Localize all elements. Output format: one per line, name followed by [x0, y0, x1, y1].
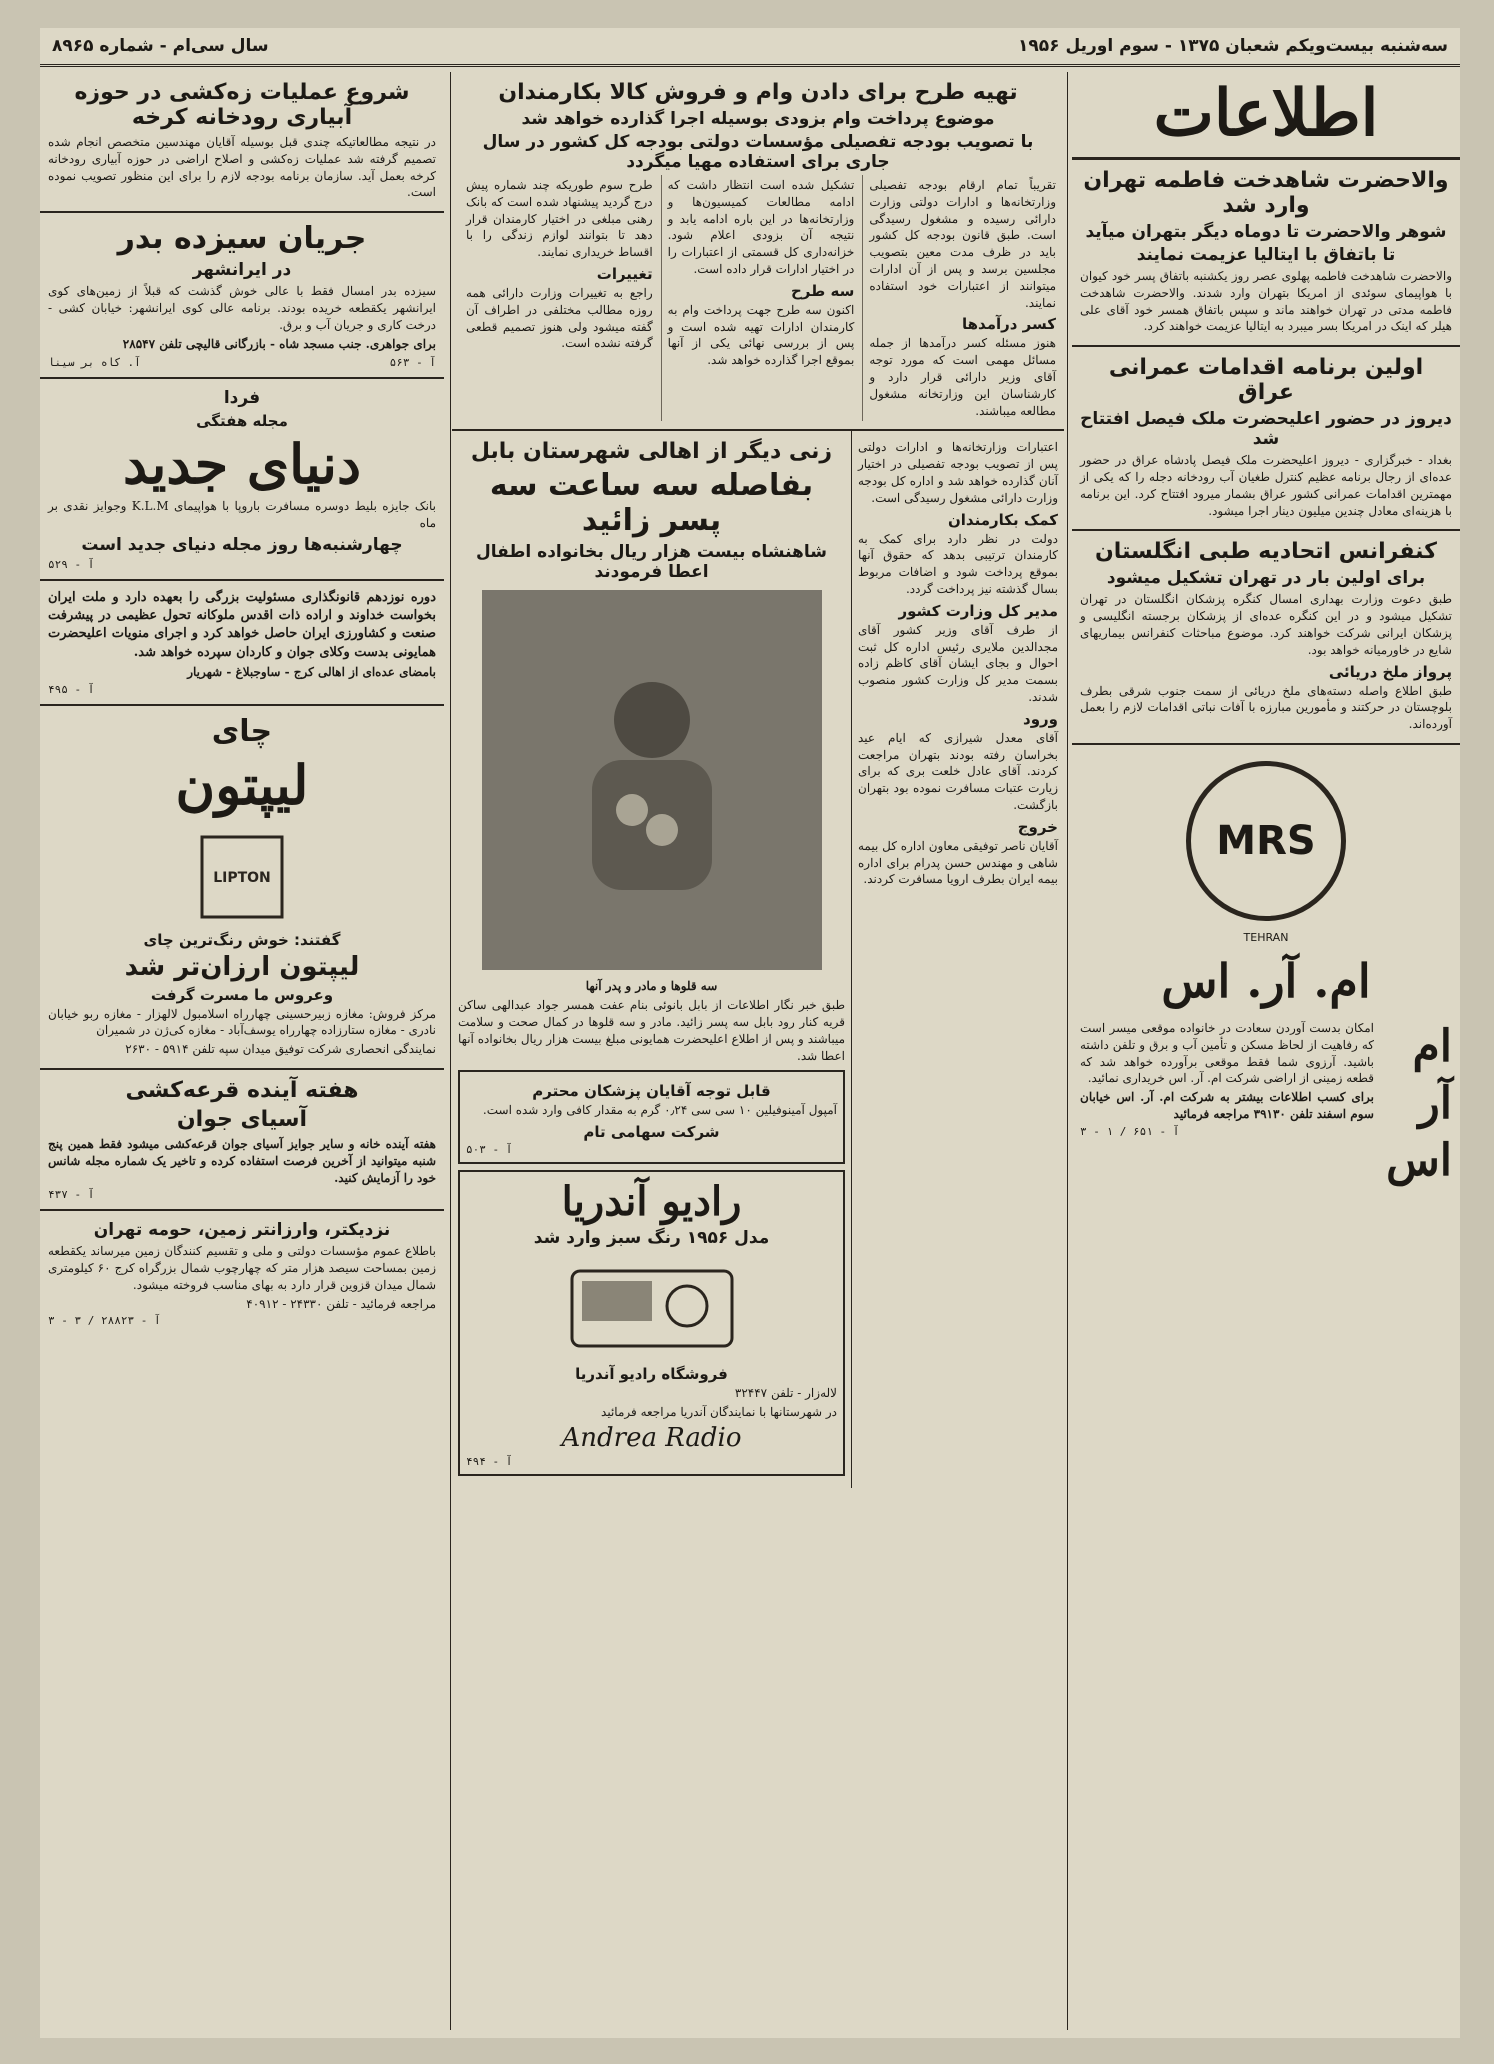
petition-code: آ - ۴۹۵: [48, 682, 95, 696]
issue-number: سال سی‌ام - شماره ۸۹۶۵: [52, 36, 269, 56]
land-body: باطلاع عموم مؤسسات دولتی و ملی و تقسیم کنندگان زمین میرساند یکقطعه زمین بمساحت سیصد هزار متر که چهارچوب شمال بزرگراه کرج ۶۰ کیلومتری شمال میدان قزوین قرار دارد به بهای مناسب فروخته میشود.: [48, 1244, 436, 1292]
radio-logo: Andrea Radio: [561, 1422, 742, 1453]
iraq-headline: اولین برنامه اقدامات عمرانی عراق: [1108, 355, 1424, 406]
magazine-title: دنیای جدید: [123, 432, 361, 497]
conference-article: [1072, 531, 1460, 745]
magazine-body: بانک جایزه بلیط دوسره مسافرت باروپا با هواپیمای K.L.M وجوایز نقدی بر ماه: [48, 499, 436, 531]
lottery-subhead: آسیای جوان: [176, 1106, 308, 1132]
loan-subhead-2: با تصویب بودجه تفصیلی مؤسسات دولتی بودجه کل کشور در سال جاری برای استفاده مهیا میگردد: [482, 132, 1034, 172]
lead-body: والاحضرت شاهدخت فاطمه پهلوی عصر روز یکشنبه باتفاق پسر خود کیوان با هواپیمای سوئدی از امریکا بتهران وارد شدند. والاحضرت شاهدخت فاطمه مدتی در تهران خواهند ماند و سپس باتفاق همسر خود آقای علی هیلر که اینک در امریکا بسر میبرد به ایتالیا عزیمت خواهند کرد.: [1080, 269, 1452, 334]
mrs-code: آ - ۶۵۱ / ۱ - ۳: [1080, 1124, 1180, 1138]
loan-col-a-sub: کسر درآمدها: [962, 315, 1056, 334]
mrs-letter: اس: [1386, 1135, 1452, 1187]
middle-side-column: [851, 431, 1064, 1487]
arrival-title: ورود: [1023, 709, 1058, 728]
column-rule: [1067, 72, 1068, 2030]
petition-sign: بامضای عده‌ای از اهالی کرج - ساوجبلاغ - شهریار: [187, 664, 436, 679]
irrigation-body: در نتیجه مطالعاتیکه چندی قبل بوسیله آقایان مهندسین متخصص انجام شده تصمیم گرفته شد عملیات زه‌کشی و اصلاح اراضی در حوزه آبیاری رودخانه کرخه بعمل آید. سازمان برنامه بودجه لازم را برای این منظور تصویب نموده است.: [48, 135, 436, 200]
tea-tin-icon: [182, 822, 302, 922]
loan-col-a: تقریباً تمام ارقام بودجه تفصیلی وزارتخانه‌ها و ادارات دولتی وزارت دارائی رسیده و مشغول رسیدگی است. طبق قانون بودجه کل کشور باید در ظرف مدت معین بتصویب مجلسین برسد و پس از آن ادارات میتوانند از اعتبارات خود استفاده نمایند.: [869, 178, 1056, 310]
tea-brand: لیپتون: [175, 752, 309, 817]
radio-code: آ - ۴۹۴: [466, 1454, 513, 1468]
sizdah-sign: آ. کاه بر سینا: [48, 356, 141, 370]
column-rule: [450, 72, 451, 2030]
mrs-letter: آر: [1418, 1078, 1452, 1130]
employee-aid-title: کمک بکارمندان: [947, 510, 1058, 529]
locust-title: پرواز ملخ دریائی: [1328, 662, 1452, 681]
left-column: [40, 72, 444, 2030]
magazine-advert: [40, 379, 444, 581]
doctors-notice: [458, 1070, 845, 1164]
issue-date: سه‌شنبه بیست‌ویکم شعبان ۱۳۷۵ - سوم اوریل ۱۹۵۶: [1018, 36, 1448, 56]
tea-label: چای: [211, 713, 273, 749]
family-photo-icon: [552, 660, 752, 900]
sizdah-contact: برای جواهری. جنب مسجد شاه - بازرگانی قالیچی تلفن ۲۸۵۴۷: [122, 336, 436, 351]
radio-illustration: [466, 1251, 837, 1361]
lottery-advert: [40, 1070, 444, 1211]
tea-slogan-3: وعروس ما مسرت گرفت: [150, 985, 334, 1004]
mrs-advert: [1072, 745, 1460, 1198]
lead-article: [1072, 160, 1460, 347]
conference-headline: کنفرانس اتحادیه طبی انگلستان: [1095, 539, 1437, 565]
radio-model: مدل ۱۹۵۶ رنگ سبز وارد شد: [533, 1228, 770, 1249]
employee-aid-body: دولت در نظر دارد برای کمک به کارمندان ترتیبی بدهد که حقوق آنها بموقع پرداخت شود و اضافات مربوط بسال گذشته نیز پرداخت گردد.: [858, 531, 1058, 596]
lead-headline: والاحضرت شاهدخت فاطمه تهران وارد شد: [1083, 168, 1449, 218]
loan-headline: تهیه طرح برای دادن وام و فروش کالا بکارمندان: [498, 80, 1018, 105]
tomorrow-label: فردا: [223, 388, 261, 409]
sizdah-advert: [40, 213, 444, 379]
tea-slogan: گفتند: خوش رنگ‌ترین چای: [143, 930, 341, 949]
loan-col-b2: اکنون سه طرح جهت پرداخت وام به کارمندان ادارات تهیه شده است و پس از بررسی نهائی یکی از آنها بموقع اجرا گذارده خواهد شد.: [667, 302, 855, 368]
conference-body: طبق دعوت وزارت بهداری امسال کنگره پزشکان انگلستان در تهران تشکیل میشود و در این کنگره عده‌ای از پزشکان برجسته انگلیسی و پزشکان ایرانی شرکت خواهند کرد. موضوع مباحثات کنفرانس بیماریهای شایع در خاورمیانه خواهد بود.: [1080, 592, 1452, 657]
doctors-company: شرکت سهامی تام: [583, 1123, 720, 1142]
lottery-body: هفته آینده خانه و سایر جوایز آسیای جوان قرعه‌کشی میشود فقط همین پنج شنبه میتوانید از آخرین فرصت استفاده کرده و تاخیر یک شماره مجله شانس خود را آزمایش کنید.: [48, 1136, 436, 1185]
departure-body: آقایان ناصر توفیقی معاون اداره کل بیمه شاهی و مهندس حسن پدرام برای اداره بیمه ایران بطرف ارویا مسافرت کردند.: [858, 838, 1058, 887]
sizdah-subhead: در ایرانشهر: [192, 260, 292, 281]
loan-col-c: طرح سوم طوریکه چند شماره پیش درج گردید پیشنهاد شده است که بانک رهنی مبلغی در اختیار کارمندان قرار دهد تا بتوانند لوازم زندگی را با اقساط خریداری نمایند.: [465, 178, 653, 260]
mrs-body: امکان بدست آوردن سعادت در خانواده موقعی میسر است که رفاهیت از لحاظ مسکن و تأمین آب و برق و تلفن داشته باشید. آرزوی شما فقط موقعی برآورده خواهد شد که قطعه زمینی از اراضی شرکت ام. آر. اس خریداری نمائید.: [1080, 1020, 1374, 1086]
land-headline: نزدیکتر، وارزانتر زمین، حومه تهران: [93, 1220, 391, 1241]
tea-advert: [40, 706, 444, 1070]
masthead-line: [40, 28, 1460, 67]
tea-illustration: [48, 817, 436, 927]
loan-continued: اعتبارات وزارتخانه‌ها و ادارات دولتی پس از تصویب بودجه تفصیلی در اختیار آنان گذارده خواهد شد و اداره کل بودجه وزارت دارائی مشغول رسیدگی است.: [858, 440, 1058, 505]
ministry-title: مدیر کل وزارت کشور: [898, 601, 1058, 620]
magazine-code: آ - ۵۲۹: [48, 557, 95, 571]
doctors-body: آمپول آمینوفیلین ۱۰ سی سی ۰٫۲۴ گرم به مقدار کافی وارد شده است.: [482, 1103, 837, 1118]
locust-body: طبق اطلاع واصله دسته‌های ملخ دریائی از سمت جنوب شرقی بطرف بلوچستان در حرکتند و مأمورین مبارزه با آفات نباتی اقدامات لازم را بعمل آورده‌اند.: [1080, 683, 1452, 732]
birth-subhead-2: شاهنشاه بیست هزار ریال بخانواده اطفال اعطا فرمودند: [476, 542, 827, 583]
birth-headline: زنی دیگر از اهالی شهرستان بابل: [470, 439, 833, 465]
newspaper-logo: اطلاعات: [1072, 72, 1460, 160]
mrs-letters: [1382, 1018, 1452, 1190]
sizdah-headline: جریان سیزده بدر: [117, 221, 367, 257]
lead-subhead: شوهر والاحضرت تا دوماه دیگر بتهران میآید: [1085, 222, 1447, 242]
land-code: آ - ۲۸۸۲۳ / ۳ - ۳: [48, 1314, 161, 1328]
loan-col-c-sub: تغییرات: [596, 264, 653, 283]
radio-advert: [458, 1170, 845, 1476]
mrs-letter: ام: [1412, 1020, 1452, 1072]
iraq-article: [1072, 347, 1460, 531]
tea-contact: نمایندگی انحصاری شرکت توفیق میدان سپه تلفن ۵۹۱۴ - ۲۶۳۰: [125, 1042, 436, 1057]
magazine-label: مجله هفتگی: [196, 412, 288, 431]
tea-dealers: مرکز فروش: مغازه زبیرحسینی چهارراه اسلامبول لالهزار - مغازه ربو خیابان نادری - مغازه ستارزاده چهارراه یوسف‌آباد - مغازه کی‌ژن در شمیران: [48, 1006, 436, 1038]
departure-title: خروج: [1017, 817, 1058, 836]
photo-caption: سه قلوها و مادر و پدر آنها: [585, 979, 718, 994]
lottery-headline: هفته آینده قرعه‌کشی: [125, 1077, 359, 1103]
irrigation-headline: شروع عملیات زه‌کشی در حوزه آبیاری رودخانه کرخه: [74, 80, 410, 130]
land-contact: مراجعه فرمائید - تلفن ۲۴۳۳۰ - ۴۰۹۱۲: [246, 1296, 436, 1311]
radio-brand: رادیو آندریا: [561, 1178, 742, 1226]
irrigation-article: [40, 72, 444, 213]
triplets-photo: [482, 590, 822, 970]
land-advert: [40, 1211, 444, 1335]
birth-article: [452, 431, 851, 1487]
tea-slogan-2: لیپتون ارزان‌تر شد: [124, 951, 360, 982]
loan-col-a2: هنوز مسئله کسر درآمدها از جمله مسائل مهمی است که مورد توجه آقای وزیر دارائی قرار دارد و کارشناسان این وزارتخانه مشغول مطالعه میباشند.: [869, 336, 1056, 418]
tea-tin-label: LIPTON: [213, 869, 271, 886]
radio-address: لاله‌زار - تلفن ۳۲۴۴۷: [734, 1386, 837, 1401]
petition-notice: [40, 581, 444, 706]
mrs-emblem-icon: MRS: [1186, 761, 1346, 921]
ministry-body: از طرف آقای وزیر کشور آقای مجدالدین ملایری رئیس اداره کل ثبت احوال و بجای ایشان آقای کاظم زاده بسمت مدیر کل وزارت کشور منصوب شدند.: [858, 622, 1058, 704]
iraq-subhead: دیروز در حضور اعلیحضرت ملک فیصل افتتاح شد: [1080, 409, 1452, 450]
magazine-day: چهارشنبه‌ها روز مجله دنیای جدید است: [81, 534, 403, 555]
conference-subhead: برای اولین بار در تهران تشکیل میشود: [1106, 568, 1426, 589]
loan-subhead: موضوع پرداخت وام بزودی بوسیله اجرا گذارده خواهد شد: [521, 109, 995, 129]
loan-article: [452, 72, 1064, 431]
loan-col-b-sub: سه طرح: [790, 281, 855, 300]
newspaper-page: [40, 28, 1460, 2038]
iraq-body: بغداد - خبرگزاری - دیروز اعلیحضرت ملک فیصل پادشاه عراق در حضور عده‌ای از رجال برنامه عظیم کنترل طغیان آب رودخانه دجله را که یکی از مهمترین اقدامات عمرانی کشور عراق بشمار میرود افتتاح کرد. این برنامه با هزینه‌ای معادل چندین میلیون دینار اجرا میشود.: [1080, 453, 1452, 518]
radio-set-icon: [567, 1261, 737, 1351]
right-column: [1072, 72, 1460, 2030]
middle-column: [452, 72, 1064, 2030]
mrs-emblem-city: TEHRAN: [1243, 930, 1289, 944]
sizdah-code: آ - ۵۶۳: [389, 356, 436, 370]
birth-subhead: بفاصله سه ساعت سه پسر زائید: [489, 468, 814, 539]
birth-body: طبق خبر نگار اطلاعات از بابل بانوئی بنام عفت همسر جواد عبدالهی ساکن قریه کنار رود بابل سه پسر زائید. مادر و سه قلوها در کمال صحت و سلامت میباشند و پس از اطلاع اعلیحضرت همایونی مبلغ بیست هزار ریال بخانواده آنها اعطا شد.: [458, 998, 845, 1063]
radio-store: فروشگاه رادیو آندریا: [575, 1365, 728, 1384]
loan-col-b: تشکیل شده است انتظار داشت که ادامه مطالعات کمیسیون‌ها و وزارتخانه‌ها در این باره ادامه یابد و نتیجه آن بزودی اعلام شود. خزانه‌داری کل قسمتی از اعتبارات را در اختیار ادارات قرار داده است.: [667, 178, 855, 276]
doctors-code: آ - ۵۰۳: [466, 1143, 513, 1157]
doctors-title: قابل توجه آقایان پزشکان محترم: [532, 1082, 771, 1101]
radio-note: در شهرستانها با نمایندگان آندریا مراجعه فرمائید: [601, 1404, 837, 1419]
petition-body: دوره نوزدهم قانونگذاری مسئولیت بزرگی را بعهده دارد و ملت ایران بخواست خداوند و اراده ذات اقدس ملوکانه تحول عظیمی در پیشرفت صنعت و کشاورزی ایران حاصل خواهد کرد و اجرای منویات اعلیحضرت همایونی بدست وکلای جوان و کاردان سپرده خواهد شد.: [48, 589, 436, 660]
arrival-body: آقای معدل شیرازی که ایام عید بخراسان رفته بودند بتهران مراجعت کردند. آقای عادل خلعت بری که برای زیارت عتبات مسافرت نموده بود بتهران بازگشت.: [858, 730, 1058, 812]
lottery-code: آ - ۴۳۷: [48, 1188, 95, 1202]
mrs-brand: ام. آر. اس: [1161, 953, 1371, 1008]
lead-subhead-2: تا باتفاق با ایتالیا عزیمت نمایند: [1136, 245, 1396, 265]
loan-col-c2: راجع به تغییرات وزارت دارائی همه روزه مطالب مختلفی در اطراف آن گفته میشود ولی هنوز تصمیم قطعی گرفته نشده است.: [465, 285, 653, 351]
sizdah-body: سیزده بدر امسال فقط با عالی خوش گذشت که قبلاً از زمین‌های کوی ایرانشهر یکقطعه خریده بودند. برنامه عالی کوی ایرانشهر: خیابان کشی - درخت کاری و جریان آب و برق.: [48, 284, 436, 332]
mrs-contact: برای کسب اطلاعات بیشتر به شرکت ام. آر. اس خیابان سوم اسفند تلفن ۳۹۱۳۰ مراجعه فرمائید: [1080, 1090, 1374, 1121]
